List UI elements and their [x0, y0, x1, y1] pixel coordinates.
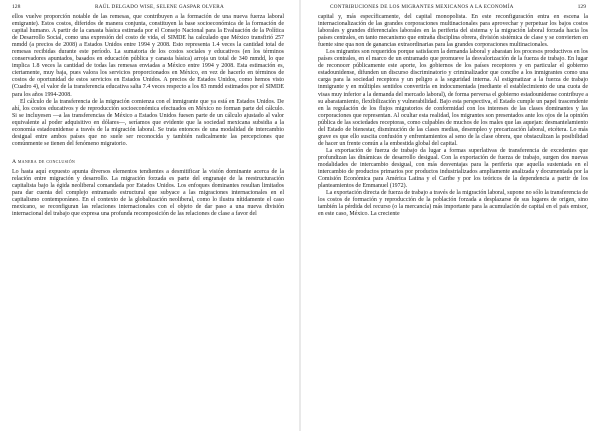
left-running-header: RAÚL DELGADO WISE, SELENE GASPAR OLVERA	[95, 4, 224, 10]
right-paragraph: La exportación directa de fuerza de trabajo a través de la migración laboral, supone no sólo la transferencia de los costos de formación y reproducción de la población forzada a desplazarse de sus lugares de origen, sino también la pérdida del recurso (o la mercancía) más importante para la acumulación de capital en el país emisor, en este caso, México. La creciente	[318, 190, 588, 218]
left-section-paragraph: Lo hasta aquí expuesto apunta diversos elementos tendientes a desmitificar la visión dominante acerca de la relación entre migración y desarrollo. La migración forzada es parte del engranaje de la reestructuración capitalista bajo la égida neoliberal comandada por Estados Unidos. Los enfoques dominantes resultan limitados para dar cuenta del complejo entramado estructural que subyace a las migraciones internacionales en el capitalismo contemporáneo. En el contexto de la globalización neoliberal, como lo ilustra nítidamente el caso mexicano, se reconfiguran las relaciones internacionales con el objeto de dar paso a una nueva división internacional del trabajo que expresa una profunda recomposición de las relaciones de clase a favor del	[12, 168, 284, 218]
left-paragraph: ellos vuelve proporción notable de las remesas, que contribuyen a la formación de una nueva fuerza laboral emigrante). Estos costos, diferidos de manera conjunta, constituyen la base socioeconómica de la formación de capital humano. A partir de la canasta básica estimada por el Consejo Nacional para la Evaluación de la Política de Desarrollo Social, como una expresión del costo de vida, el SIMDE ha calculado que México transfirió 257 mmdd (a precios de 2008) a Estados Unidos entre 1994 y 2008. Esto representa 1.4 veces la cantidad total de remesas recibidas durante este período. La sumatoria de los costos sociales y educativos (en los términos conservadores apuntados, basados en educación pública y canasta básica) arroja un total de 340 mmdd, lo que implica 1.8 veces la cantidad de todas las remesas enviadas a México entre 1994 y 2008. Esta estimación es, ciertamente, muy baja, pues valora los servicios proporcionados en México, en vez de hacerlo en términos de costos de oportunidad de estos servicios en Estados Unidos. A precios de Estados Unidos, como hemos visto (Cuadro 4), el valor de la transferencia educativa salta 7.4 veces respecto a los 83 mmdd estimados por el SIMDE para los años 1994-2008.	[12, 14, 284, 98]
right-page	[300, 0, 600, 431]
right-running-header: CONTRIBUCIONES DE LOS MIGRANTES MEXICANOS A LA ECONOMÍA	[330, 4, 514, 10]
left-page-number: 128	[12, 4, 21, 10]
right-page-body	[318, 14, 588, 218]
left-paragraph: El cálculo de la transferencia de la migración comienza con el inmigrante que ya está en Estados Unidos. De ahí, los costos educativos y de reproducción socioeconómica efectuados en México no forman parte del cálculo. Si se incluyesen —a las transferencias de México a Estados Unidos fuesen parte de un cálculo ajustado al valor equivalente al poder adquisitivo en dólares—, seríamos que evidente que la sociedad mexicana subsidia a la economía estadounidense a través de la migración laboral. Se trata entonces de una modalidad de intercambio desigual entre ambos países que no suele ser reconocida y también radicalmente las percepciones que comúnmente se tienen del fenómeno migratorio.	[12, 98, 284, 147]
right-paragraph: La exportación de fuerza de trabajo da lugar a formas superlativas de transferencia de excedentes que profundizan las dinámicas de desarrollo desigual. Con la exportación de fuerza de trabajo, surgen dos nuevas modalidades de intercambio desigual, con más desventajas para la periferia que aquella sustentada en el intercambio de productos primarios por productos industrializados ampliamente analizada y documentada por la Comisión Económica para América Latina y el Caribe y por los teóricos de la dependencia a partir de los planteamientos de Emmanuel (1972).	[318, 147, 588, 190]
right-paragraph: capital y, más específicamente, del capital monopolista. En este reconfiguración entra en escena la internacionalización de las grandes corporaciones multinacionales para aprovechar y perpetuar los bajos costos laborales y grandes diferenciales laborales en la periferia del sistema y la migración laboral forzada hacia los países centrales, en tanto mecanismo que entraña disciplina obrera, división sistémica de clase y se convierten en fuente sine qua non de ganancias extraordinarias para las grandes corporaciones multinacionales.	[318, 14, 588, 49]
right-paragraph: Los migrantes son requeridos porque satisfacen la demanda laboral y abaratan los procesos productivos en los países centrales, en el marco de un entramado que promueve la desvalorización de la fuerza de trabajo. En lugar de reconocer públicamente este aporte, los gobiernos de los países receptores y en particular el gobierno estadounidense, difunden un discurso discriminatorio y criminalizador que concibe a los inmigrantes como una carga para la sociedad receptora y un peligro a la seguridad interna. Al estigmatizar a la fuerza de trabajo inmigrante y en múltiples sentidos convertirla en indocumentada (mediante el establecimiento de una cuota de visas muy inferior a la demanda del mercado laboral), de forma perversa el gobierno estadounidense contribuye a su abaratamiento, flexibilización y vulnerabilidad. Bajo esta perspectiva, el Estado cumple un papel trascendente en la regulación de los flujos migratorios de conformidad con los intereses de las clases dominantes y las corporaciones que representan. Al ocultar esta realidad, los migrantes son presentados ante los ojos de la opinión pública de las sociedades receptoras, como culpables de muchos de los males que las aquejan: desmantelamiento del Estado de bienestar, disminución de las clases medias, desempleo y precarización laboral, etcétera. Lo más grave es que ello suscita confusión y enfrentamientos al seno de la clase obrera, que obstaculizan la posibilidad de hacer un frente común a la embestida global del capital.	[318, 49, 588, 147]
left-page-body	[12, 14, 284, 218]
right-page-number: 129	[577, 4, 586, 10]
section-title: A manera de conclusión	[12, 158, 76, 165]
